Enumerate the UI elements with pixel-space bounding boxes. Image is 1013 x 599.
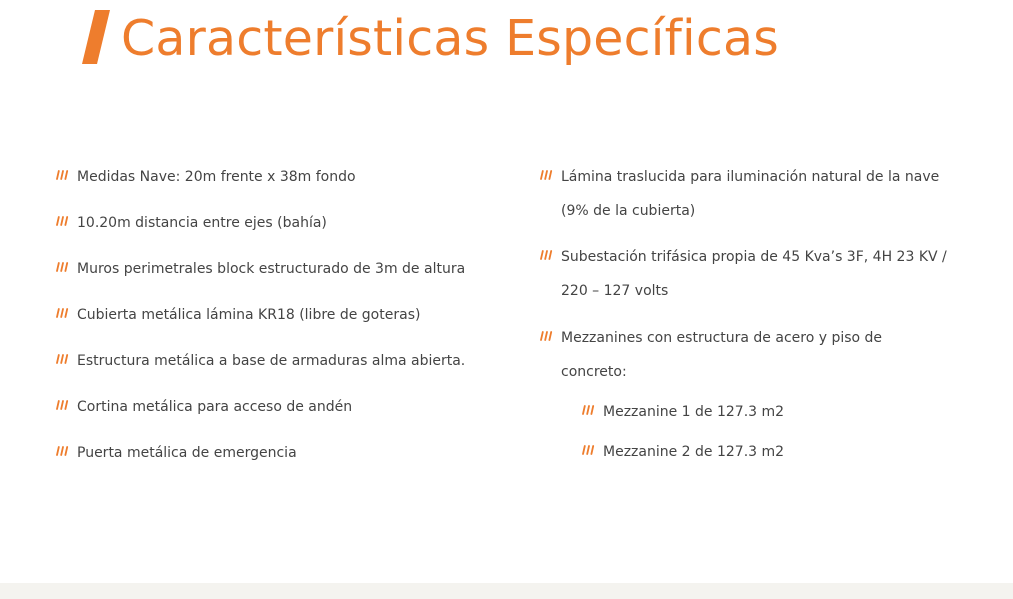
- list-item-text: Subestación trifásica propia de 45 Kva’s 3F, 4H 23 KV /: [561, 249, 947, 265]
- triple-slash-bullet-icon: [540, 170, 553, 180]
- triple-slash-bullet-icon: [56, 216, 69, 226]
- list-item-text-continued: (9% de la cubierta): [561, 203, 696, 219]
- list-item-text: Muros perimetrales block estructurado de 3m de altura: [77, 261, 466, 277]
- sub-list-item-text: Mezzanine 1 de 127.3 m2: [603, 404, 785, 420]
- page-title: Características Específicas: [121, 10, 779, 67]
- sub-list-item-text: Mezzanine 2 de 127.3 m2: [603, 444, 785, 460]
- triple-slash-bullet-icon: [56, 308, 69, 318]
- list-item-text: Lámina traslucida para iluminación natural de la nave: [561, 169, 940, 185]
- list-item-text: Cortina metálica para acceso de andén: [77, 399, 353, 415]
- triple-slash-bullet-icon: [582, 405, 595, 415]
- triple-slash-bullet-icon: [540, 250, 553, 260]
- slash-accent-icon: [82, 10, 110, 64]
- list-item-text: Puerta metálica de emergencia: [77, 445, 297, 461]
- triple-slash-bullet-icon: [582, 445, 595, 455]
- triple-slash-bullet-icon: [56, 262, 69, 272]
- list-item-text: Medidas Nave: 20m frente x 38m fondo: [77, 169, 356, 185]
- triple-slash-bullet-icon: [56, 400, 69, 410]
- triple-slash-bullet-icon: [56, 446, 69, 456]
- list-item-text-continued: 220 – 127 volts: [561, 283, 669, 299]
- list-item-text: Cubierta metálica lámina KR18 (libre de goteras): [77, 307, 421, 323]
- list-item-text-continued: concreto:: [561, 364, 627, 380]
- list-item-text: Estructura metálica a base de armaduras alma abierta.: [77, 353, 466, 369]
- triple-slash-bullet-icon: [56, 354, 69, 364]
- footer-band: [0, 583, 1013, 599]
- list-item-text: 10.20m distancia entre ejes (bahía): [77, 215, 327, 231]
- triple-slash-bullet-icon: [56, 170, 69, 180]
- triple-slash-bullet-icon: [540, 331, 553, 341]
- list-item-text: Mezzanines con estructura de acero y piso de: [561, 330, 883, 346]
